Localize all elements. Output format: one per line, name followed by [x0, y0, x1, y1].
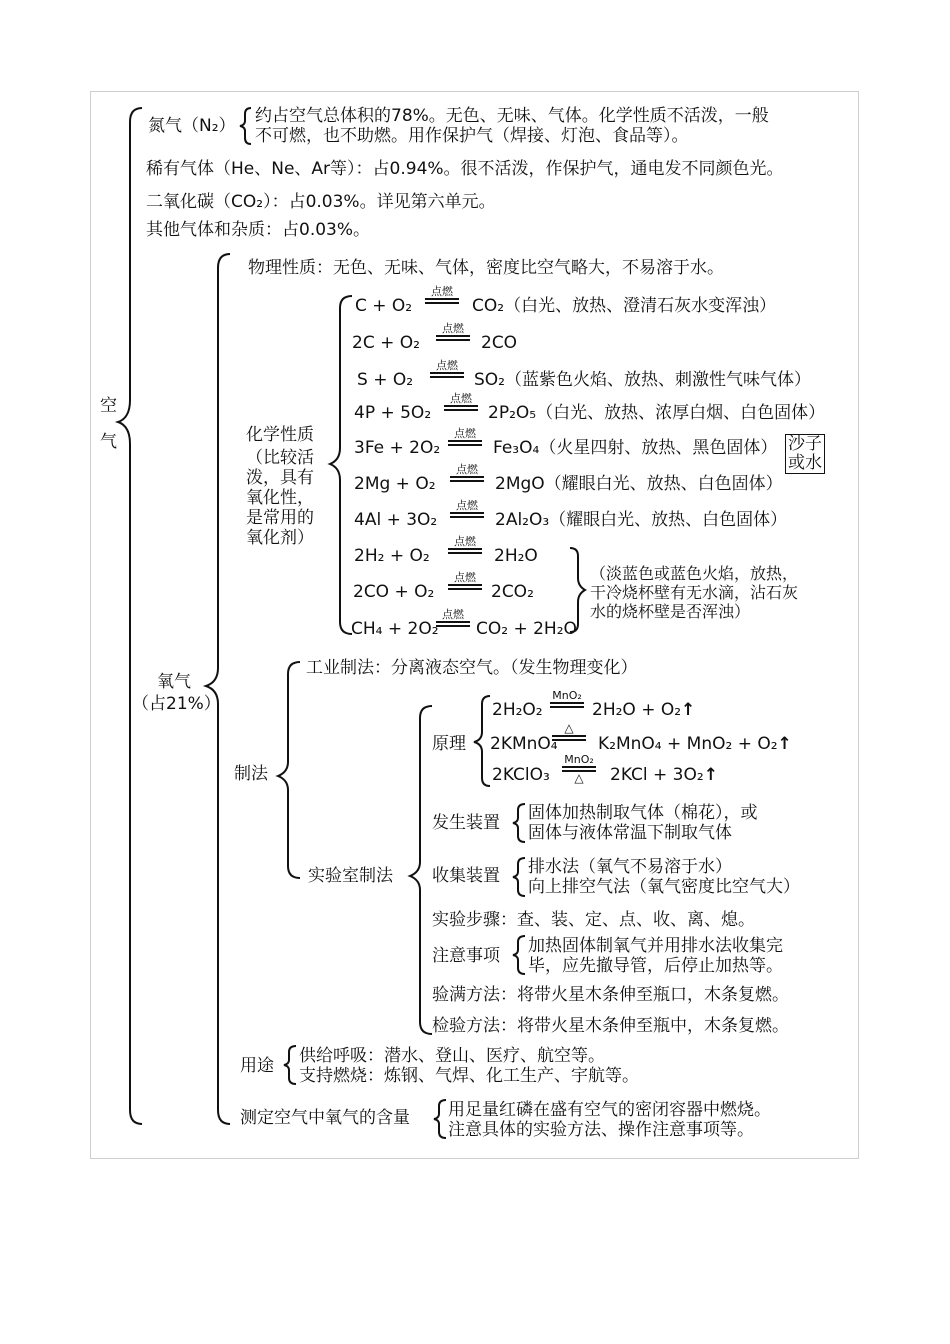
root-title-char: 空	[100, 396, 117, 416]
fire-condition	[448, 572, 482, 590]
flame-note-line: 干冷烧杯壁有无水滴，沾石灰	[590, 583, 799, 602]
reaction-lhs: 2H₂ + O₂	[354, 546, 430, 566]
fire-condition	[450, 464, 484, 482]
principle-rhs-text: 2KCl + 3O₂	[610, 765, 704, 785]
measure-item: 用足量红磷在盛有空气的密闭容器中燃烧。	[448, 1100, 771, 1120]
fire-condition	[436, 609, 470, 627]
gas-arrow-icon: ↑	[777, 734, 792, 754]
notes-list	[528, 936, 783, 976]
reaction-lhs: CH₄ + 2O₂	[351, 619, 439, 639]
reaction-lhs: 2CO + O₂	[353, 582, 435, 602]
collect-item: 排水法（氧气不易溶于水）	[528, 857, 732, 877]
fire-condition	[436, 323, 470, 341]
identify-method: 检验方法：将带火星木条伸至瓶中，木条复燃。	[432, 1016, 789, 1036]
gas-arrow-icon: ↑	[681, 700, 696, 720]
physical-properties: 物理性质：无色、无味、气体，密度比空气略大，不易溶于水。	[248, 258, 724, 278]
chem-title: 化学性质	[246, 425, 314, 445]
condition-text: 点燃	[456, 463, 478, 476]
flame-note	[590, 564, 798, 621]
mno2-heat-condition	[562, 754, 596, 784]
condition-text: 点燃	[442, 608, 464, 621]
prep-label: 制法	[234, 764, 268, 784]
principle-rhs	[598, 734, 792, 754]
apparatus-list	[528, 803, 758, 843]
reaction-lhs: S + O₂	[357, 370, 414, 390]
heat-triangle-icon: △	[574, 771, 584, 785]
root-title-char: 气	[100, 432, 117, 452]
uses-item: 供给呼吸：潜水、登山、医疗、航空等。	[299, 1046, 605, 1066]
nitrogen-desc-line1: 约占空气总体积的78%。无色、无味、气体。化学性质不活泼，一般	[255, 106, 769, 126]
co2-text: 二氧化碳（CO₂）：占0.03%。详见第六单元。	[146, 192, 496, 212]
lab-method-label: 实验室制法	[308, 866, 393, 886]
fe-note-line: 或水	[788, 453, 822, 473]
gas-arrow-icon: ↑	[703, 765, 718, 785]
industrial-method: 工业制法：分离液态空气。（发生物理变化）	[306, 658, 638, 678]
collect-list	[528, 857, 800, 897]
reaction-lhs: 3Fe + 2O₂	[354, 438, 441, 458]
chem-note-line: 氧化剂）	[246, 528, 314, 548]
fire-condition	[448, 536, 482, 554]
principle-lhs: 2KMnO₄	[490, 734, 558, 754]
chem-note-line: 泼，具有	[246, 468, 314, 488]
principle-rhs	[592, 700, 695, 720]
fire-condition	[425, 286, 459, 304]
fire-condition	[444, 393, 478, 411]
reaction-rhs: 2CO₂	[491, 582, 534, 602]
notes-item: 加热固体制氧气并用排水法收集完	[528, 936, 783, 956]
heat-condition	[552, 722, 586, 741]
reaction-lhs: 4P + 5O₂	[354, 403, 432, 423]
chem-note-line: （比较活	[246, 448, 314, 468]
notes-label: 注意事项	[432, 946, 500, 966]
root-title	[100, 396, 120, 452]
condition-text: 点燃	[454, 535, 476, 548]
collect-label: 收集装置	[432, 866, 500, 886]
condition-text: 点燃	[454, 427, 476, 440]
fire-condition	[450, 500, 484, 518]
uses-label: 用途	[240, 1056, 274, 1076]
oxygen-label: 氧气	[157, 672, 191, 692]
oxygen-percent: （占21%）	[132, 694, 221, 714]
condition-text: 点燃	[450, 392, 472, 405]
fire-condition	[430, 360, 464, 378]
reaction-lhs: 2Mg + O₂	[354, 474, 436, 494]
uses-list	[299, 1046, 639, 1086]
flame-note-line: 水的烧杯壁是否浑浊）	[590, 602, 751, 621]
reaction-lhs: 2C + O₂	[352, 333, 420, 353]
apparatus-label: 发生装置	[432, 813, 500, 833]
flame-note-line: （淡蓝色或蓝色火焰，放热，	[590, 564, 799, 583]
fe-note-line: 沙子	[788, 434, 822, 454]
principle-lhs: 2H₂O₂	[492, 700, 543, 720]
principle-lhs: 2KClO₃	[492, 765, 550, 785]
principle-rhs	[610, 765, 718, 785]
fe-note-box	[785, 434, 825, 474]
reaction-rhs: 2CO	[481, 333, 518, 353]
measure-list	[448, 1100, 771, 1140]
reaction-rhs: SO₂（蓝紫色火焰、放热、刺激性气味气体）	[474, 370, 811, 390]
chem-note-line: 氧化性，	[246, 488, 314, 508]
reaction-rhs: CO₂ + 2H₂O	[476, 619, 577, 639]
chem-note	[246, 448, 314, 548]
principle-label: 原理	[432, 734, 466, 754]
apparatus-item: 固体与液体常温下制取气体	[528, 823, 732, 843]
condition-text: 点燃	[456, 499, 478, 512]
condition-text: 点燃	[442, 322, 464, 335]
condition-text: 点燃	[431, 285, 453, 298]
measure-item: 注意具体的实验方法、操作注意事项等。	[448, 1120, 754, 1140]
full-check-method: 验满方法：将带火星木条伸至瓶口，木条复燃。	[432, 985, 789, 1005]
catalyst-text: MnO₂	[552, 689, 582, 702]
apparatus-item: 固体加热制取气体（棉花），或	[528, 803, 758, 823]
measure-label: 测定空气中氧气的含量	[240, 1108, 410, 1128]
reaction-rhs: CO₂（白光、放热、澄清石灰水变浑浊）	[472, 296, 777, 316]
heat-triangle-icon: △	[564, 721, 574, 735]
reaction-lhs: 4Al + 3O₂	[354, 510, 438, 530]
other-gas-text: 其他气体和杂质：占0.03%。	[146, 220, 371, 240]
catalyst-text: MnO₂	[564, 753, 594, 766]
chem-note-line: 是常用的	[246, 508, 314, 528]
reaction-rhs: 2MgO（耀眼白光、放热、白色固体）	[495, 474, 783, 494]
nitrogen-desc-line2: 不可燃，也不助燃。用作保护气（焊接、灯泡、食品等）。	[255, 126, 689, 146]
reaction-lhs: C + O₂	[355, 296, 413, 316]
uses-item: 支持燃烧：炼钢、气焊、化工生产、宇航等。	[299, 1066, 639, 1086]
condition-text: 点燃	[454, 571, 476, 584]
mno2-condition	[550, 690, 584, 708]
fire-condition	[448, 428, 482, 446]
reaction-rhs: 2P₂O₅（白光、放热、浓厚白烟、白色固体）	[488, 403, 826, 423]
experiment-steps: 实验步骤：查、装、定、点、收、离、熄。	[432, 910, 755, 930]
notes-item: 毕，应先撤导管，后停止加热等。	[528, 956, 783, 976]
rare-gas-text: 稀有气体（He、Ne、Ar等）：占0.94%。很不活泼，作保护气，通电发不同颜色光。	[146, 159, 784, 179]
condition-text: 点燃	[436, 359, 458, 372]
reaction-rhs: Fe₃O₄（火星四射、放热、黑色固体）	[493, 438, 778, 458]
reaction-rhs: 2H₂O	[494, 546, 538, 566]
principle-rhs-text: 2H₂O + O₂	[592, 700, 682, 720]
collect-item: 向上排空气法（氧气密度比空气大）	[528, 877, 800, 897]
principle-rhs-text: K₂MnO₄ + MnO₂ + O₂	[598, 734, 778, 754]
nitrogen-label: 氮气（N₂）	[148, 116, 236, 136]
reaction-rhs: 2Al₂O₃（耀眼白光、放热、白色固体）	[495, 510, 788, 530]
